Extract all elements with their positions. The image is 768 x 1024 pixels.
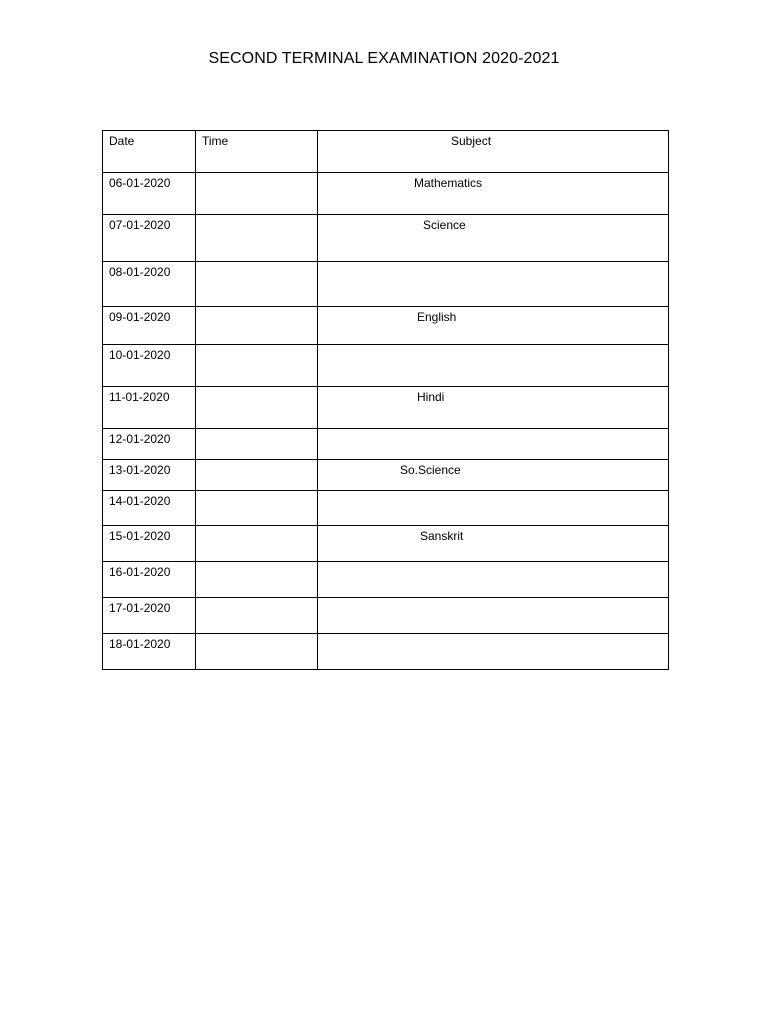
cell-subject bbox=[318, 491, 669, 526]
header-time: Time bbox=[196, 131, 318, 173]
table-row bbox=[103, 387, 669, 429]
cell-subject bbox=[318, 598, 669, 634]
cell-subject bbox=[318, 307, 669, 345]
cell-subject-label: Mathematics bbox=[414, 176, 483, 190]
cell-date: 06-01-2020 bbox=[103, 173, 196, 215]
cell-date: 17-01-2020 bbox=[103, 598, 196, 634]
cell-time bbox=[196, 598, 318, 634]
cell-date: 07-01-2020 bbox=[103, 215, 196, 262]
cell-date: 14-01-2020 bbox=[103, 491, 196, 526]
cell-date: 15-01-2020 bbox=[103, 526, 196, 562]
table-row bbox=[103, 491, 669, 526]
header-subject-label: Subject bbox=[451, 134, 492, 148]
cell-subject bbox=[318, 345, 669, 387]
cell-date: 08-01-2020 bbox=[103, 262, 196, 307]
table-row bbox=[103, 460, 669, 491]
cell-subject-label: Hindi bbox=[417, 390, 445, 404]
cell-time bbox=[196, 345, 318, 387]
cell-time bbox=[196, 307, 318, 345]
cell-time bbox=[196, 460, 318, 491]
header-subject bbox=[318, 131, 669, 173]
cell-subject bbox=[318, 562, 669, 598]
header-date: Date bbox=[103, 131, 196, 173]
cell-subject bbox=[318, 387, 669, 429]
cell-subject-label: English bbox=[417, 310, 457, 324]
cell-date: 13-01-2020 bbox=[103, 460, 196, 491]
table-row bbox=[103, 173, 669, 215]
table-row bbox=[103, 262, 669, 307]
cell-subject bbox=[318, 262, 669, 307]
cell-subject bbox=[318, 526, 669, 562]
table-row bbox=[103, 307, 669, 345]
cell-subject-label: Sanskrit bbox=[420, 529, 464, 543]
table-row bbox=[103, 345, 669, 387]
cell-date: 09-01-2020 bbox=[103, 307, 196, 345]
cell-date: 16-01-2020 bbox=[103, 562, 196, 598]
cell-date: 12-01-2020 bbox=[103, 429, 196, 460]
document-title: SECOND TERMINAL EXAMINATION 2020-2021 bbox=[208, 50, 560, 67]
cell-subject bbox=[318, 429, 669, 460]
table-header-row bbox=[103, 131, 669, 173]
cell-time bbox=[196, 526, 318, 562]
cell-time bbox=[196, 173, 318, 215]
table-row bbox=[103, 526, 669, 562]
exam-schedule-table bbox=[102, 130, 669, 670]
table-row bbox=[103, 634, 669, 670]
table-row bbox=[103, 562, 669, 598]
cell-subject-label: So.Science bbox=[400, 463, 461, 477]
cell-date: 10-01-2020 bbox=[103, 345, 196, 387]
cell-time bbox=[196, 429, 318, 460]
cell-subject bbox=[318, 634, 669, 670]
cell-time bbox=[196, 634, 318, 670]
cell-subject bbox=[318, 215, 669, 262]
table-row bbox=[103, 215, 669, 262]
table-row bbox=[103, 429, 669, 460]
cell-date: 18-01-2020 bbox=[103, 634, 196, 670]
cell-time bbox=[196, 491, 318, 526]
cell-subject bbox=[318, 460, 669, 491]
cell-time bbox=[196, 215, 318, 262]
cell-subject bbox=[318, 173, 669, 215]
cell-subject-label: Science bbox=[423, 218, 466, 232]
cell-time bbox=[196, 262, 318, 307]
cell-date: 11-01-2020 bbox=[103, 387, 196, 429]
cell-time bbox=[196, 562, 318, 598]
table-row bbox=[103, 598, 669, 634]
cell-time bbox=[196, 387, 318, 429]
